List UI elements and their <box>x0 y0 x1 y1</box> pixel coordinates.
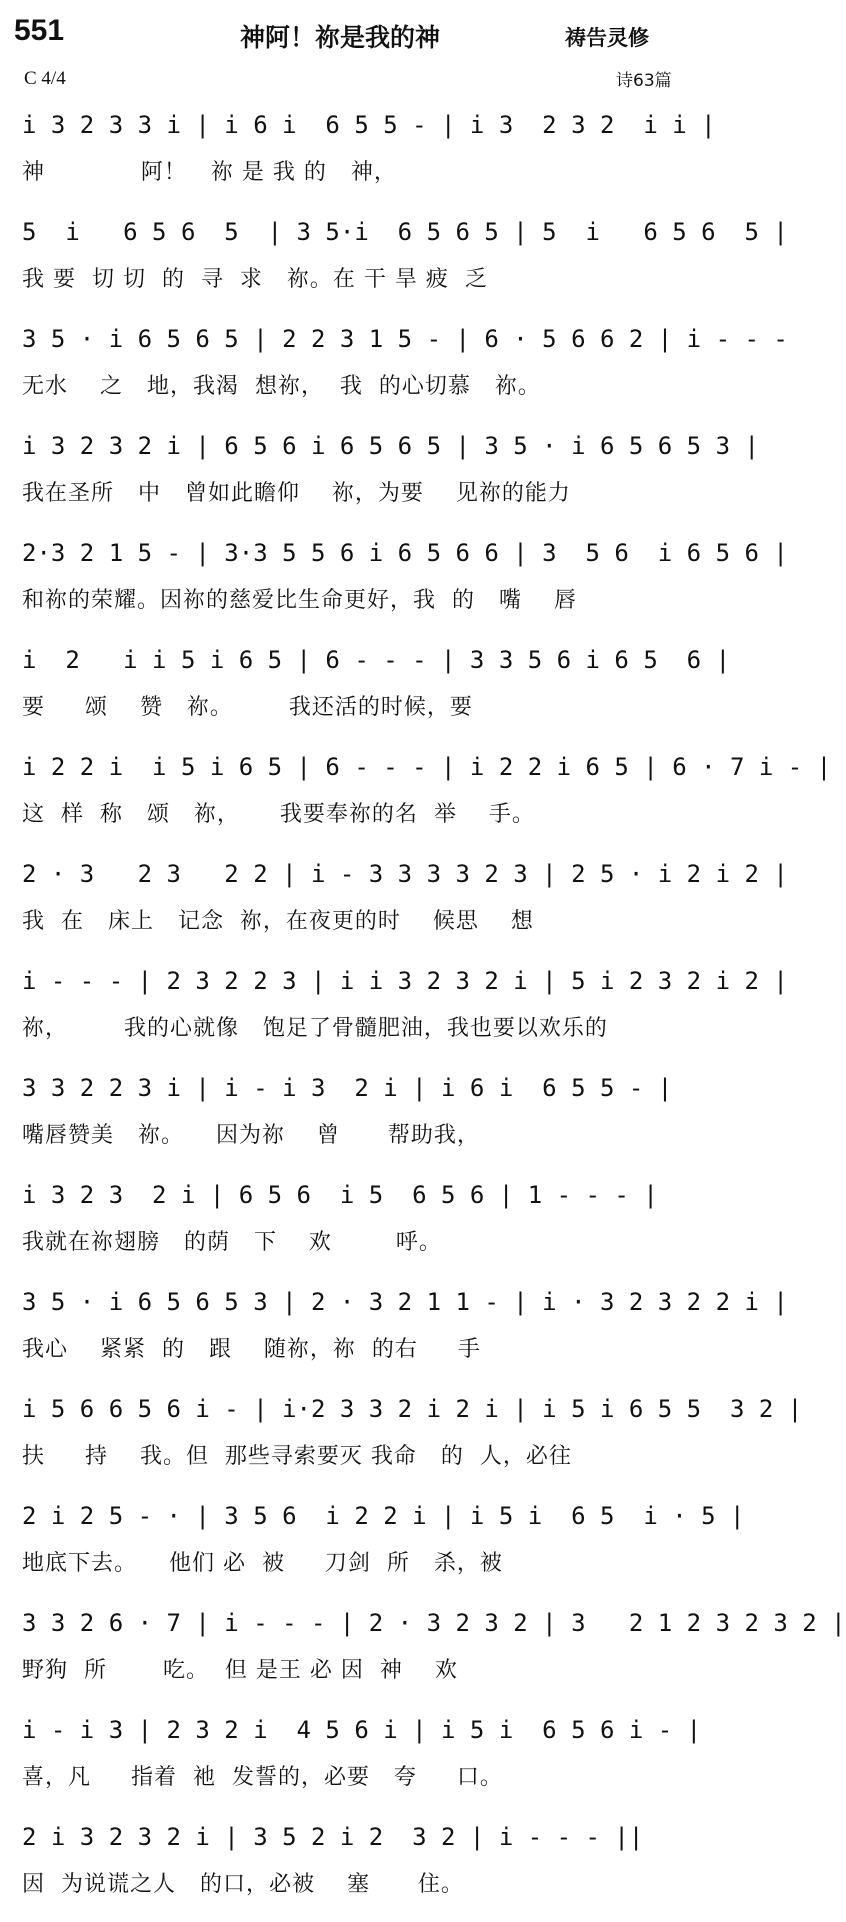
lyric-line: 嘴唇赞美 祢。 因为祢 曾 帮助我， <box>22 1123 480 1148</box>
notation-line: 2 i 3 2 3 2 i | 3 5 2 i 2 3 2 | i - - - || <box>22 1823 644 1851</box>
music-line <box>0 197 788 317</box>
notation-line: 3 3 2 6 · 7 | i - - - | 2 · 3 2 3 2 | 3 2 1 2 3 2 3 2 | <box>22 1609 846 1637</box>
music-line <box>0 1481 745 1601</box>
hymn-title: 神阿！祢是我的神 <box>240 23 441 52</box>
lyric-line: 野狗 所 吃。 但 是王 必 因 神 欢 <box>22 1658 458 1683</box>
notation-line: 3 3 2 2 3 i | i - i 3 2 i | i 6 i 6 5 5 - | <box>22 1074 673 1102</box>
music-line <box>0 839 788 959</box>
scripture-source: 诗63篇 <box>616 71 672 91</box>
lyric-line: 我心 紧紧 的 跟 随祢，祢 的右 手 <box>22 1337 481 1362</box>
music-line <box>0 1267 788 1387</box>
hymn-category: 祷告灵修 <box>565 26 649 50</box>
lyric-line: 和祢的荣耀。因祢的慈爱比生命更好，我 的 嘴 唇 <box>22 588 577 613</box>
lyric-line: 这 样 称 颂 祢， 我要奉祢的名 举 手。 <box>22 802 535 827</box>
notation-line: i 5 6 6 5 6 i - | i·2 3 3 2 i 2 i | i 5 i 6 5 5 3 2 | <box>22 1395 803 1423</box>
music-line <box>0 1053 700 1173</box>
music-line <box>0 304 788 424</box>
notation-line: 2·3 2 1 5 - | 3·3 5 5 6 i 6 5 6 6 | 3 5 6 i 6 5 6 | <box>22 539 788 567</box>
music-line <box>0 1588 846 1708</box>
music-line <box>0 518 788 638</box>
lyric-line: 祢， 我的心就像 饱足了骨髓肥油，我也要以欢乐的 <box>22 1016 608 1041</box>
notation-line: i 3 2 3 2 i | 6 5 6 i 6 5 6 5 | 3 5 · i 6 5 6 5 3 | <box>22 432 759 460</box>
notation-line: i 3 2 3 3 i | i 6 i 6 5 5 - | i 3 2 3 2 i i | <box>22 111 716 139</box>
music-line <box>0 1160 700 1280</box>
lyric-line: 我 要 切 切 的 寻 求 祢。在 干 旱 疲 乏 <box>22 267 488 292</box>
lyric-line: 地底下去。 他们 必 被 刀剑 所 杀，被 <box>22 1551 503 1576</box>
music-line <box>0 1374 803 1494</box>
notation-line: 3 5 · i 6 5 6 5 | 2 2 3 1 5 - | 6 · 5 6 6 2 | i - - - <box>22 325 788 353</box>
lyric-line: 扶 持 我。但 那些寻索要灭 我命 的 人，必往 <box>22 1444 572 1469</box>
notation-line: 2 i 2 5 - · | 3 5 6 i 2 2 i | i 5 i 6 5 i · 5 | <box>22 1502 745 1530</box>
hymn-number: 551 <box>14 14 65 47</box>
notation-line: i 3 2 3 2 i | 6 5 6 i 5 6 5 6 | 1 - - - | <box>22 1181 658 1209</box>
lyric-line: 我 在 床上 记念 祢，在夜更的时 候思 想 <box>22 909 534 934</box>
notation-line: 3 5 · i 6 5 6 5 3 | 2 · 3 2 1 1 - | i · 3 2 3 2 2 i | <box>22 1288 788 1316</box>
music-line <box>0 946 788 1066</box>
lyric-line: 喜，凡 指着 祂 发誓的，必要 夸 口。 <box>22 1765 503 1790</box>
notation-line: i - - - | 2 3 2 2 3 | i i 3 2 3 2 i | 5 i 2 3 2 i 2 | <box>22 967 788 995</box>
notation-line: 5 i 6 5 6 5 | 3 5·i 6 5 6 5 | 5 i 6 5 6 5 | <box>22 218 788 246</box>
notation-line: i - i 3 | 2 3 2 i 4 5 6 i | i 5 i 6 5 6 i - | <box>22 1716 702 1744</box>
lyric-line: 我就在祢翅膀 的荫 下 欢 呼。 <box>22 1230 442 1255</box>
lyric-line: 因 为说谎之人 的口，必被 塞 住。 <box>22 1872 464 1897</box>
lyric-line: 要 颂 赞 祢。 我还活的时候，要 <box>22 695 473 720</box>
music-line <box>0 1695 700 1815</box>
lyric-line: 无水 之 地，我渴 想祢， 我 的心切慕 祢。 <box>22 374 541 399</box>
music-line <box>0 90 716 210</box>
notation-line: 2 · 3 2 3 2 2 | i - 3 3 3 3 2 3 | 2 5 · i 2 i 2 | <box>22 860 788 888</box>
key-signature: C 4/4 <box>24 68 66 89</box>
music-line <box>0 411 759 531</box>
notation-line: i 2 2 i i 5 i 6 5 | 6 - - - | i 2 2 i 6 5 | 6 · 7 i - | <box>22 753 832 781</box>
hymn-header <box>0 0 700 91</box>
notation-line: i 2 i i 5 i 6 5 | 6 - - - | 3 3 5 6 i 6 5 6 | <box>22 646 731 674</box>
lyric-line: 我在圣所 中 曾如此瞻仰 祢，为要 见祢的能力 <box>22 481 571 506</box>
music-line <box>0 732 832 852</box>
lyric-line: 神 阿！ 祢 是 我 的 神， <box>22 160 397 185</box>
music-line <box>0 625 731 745</box>
music-line <box>0 1802 700 1922</box>
